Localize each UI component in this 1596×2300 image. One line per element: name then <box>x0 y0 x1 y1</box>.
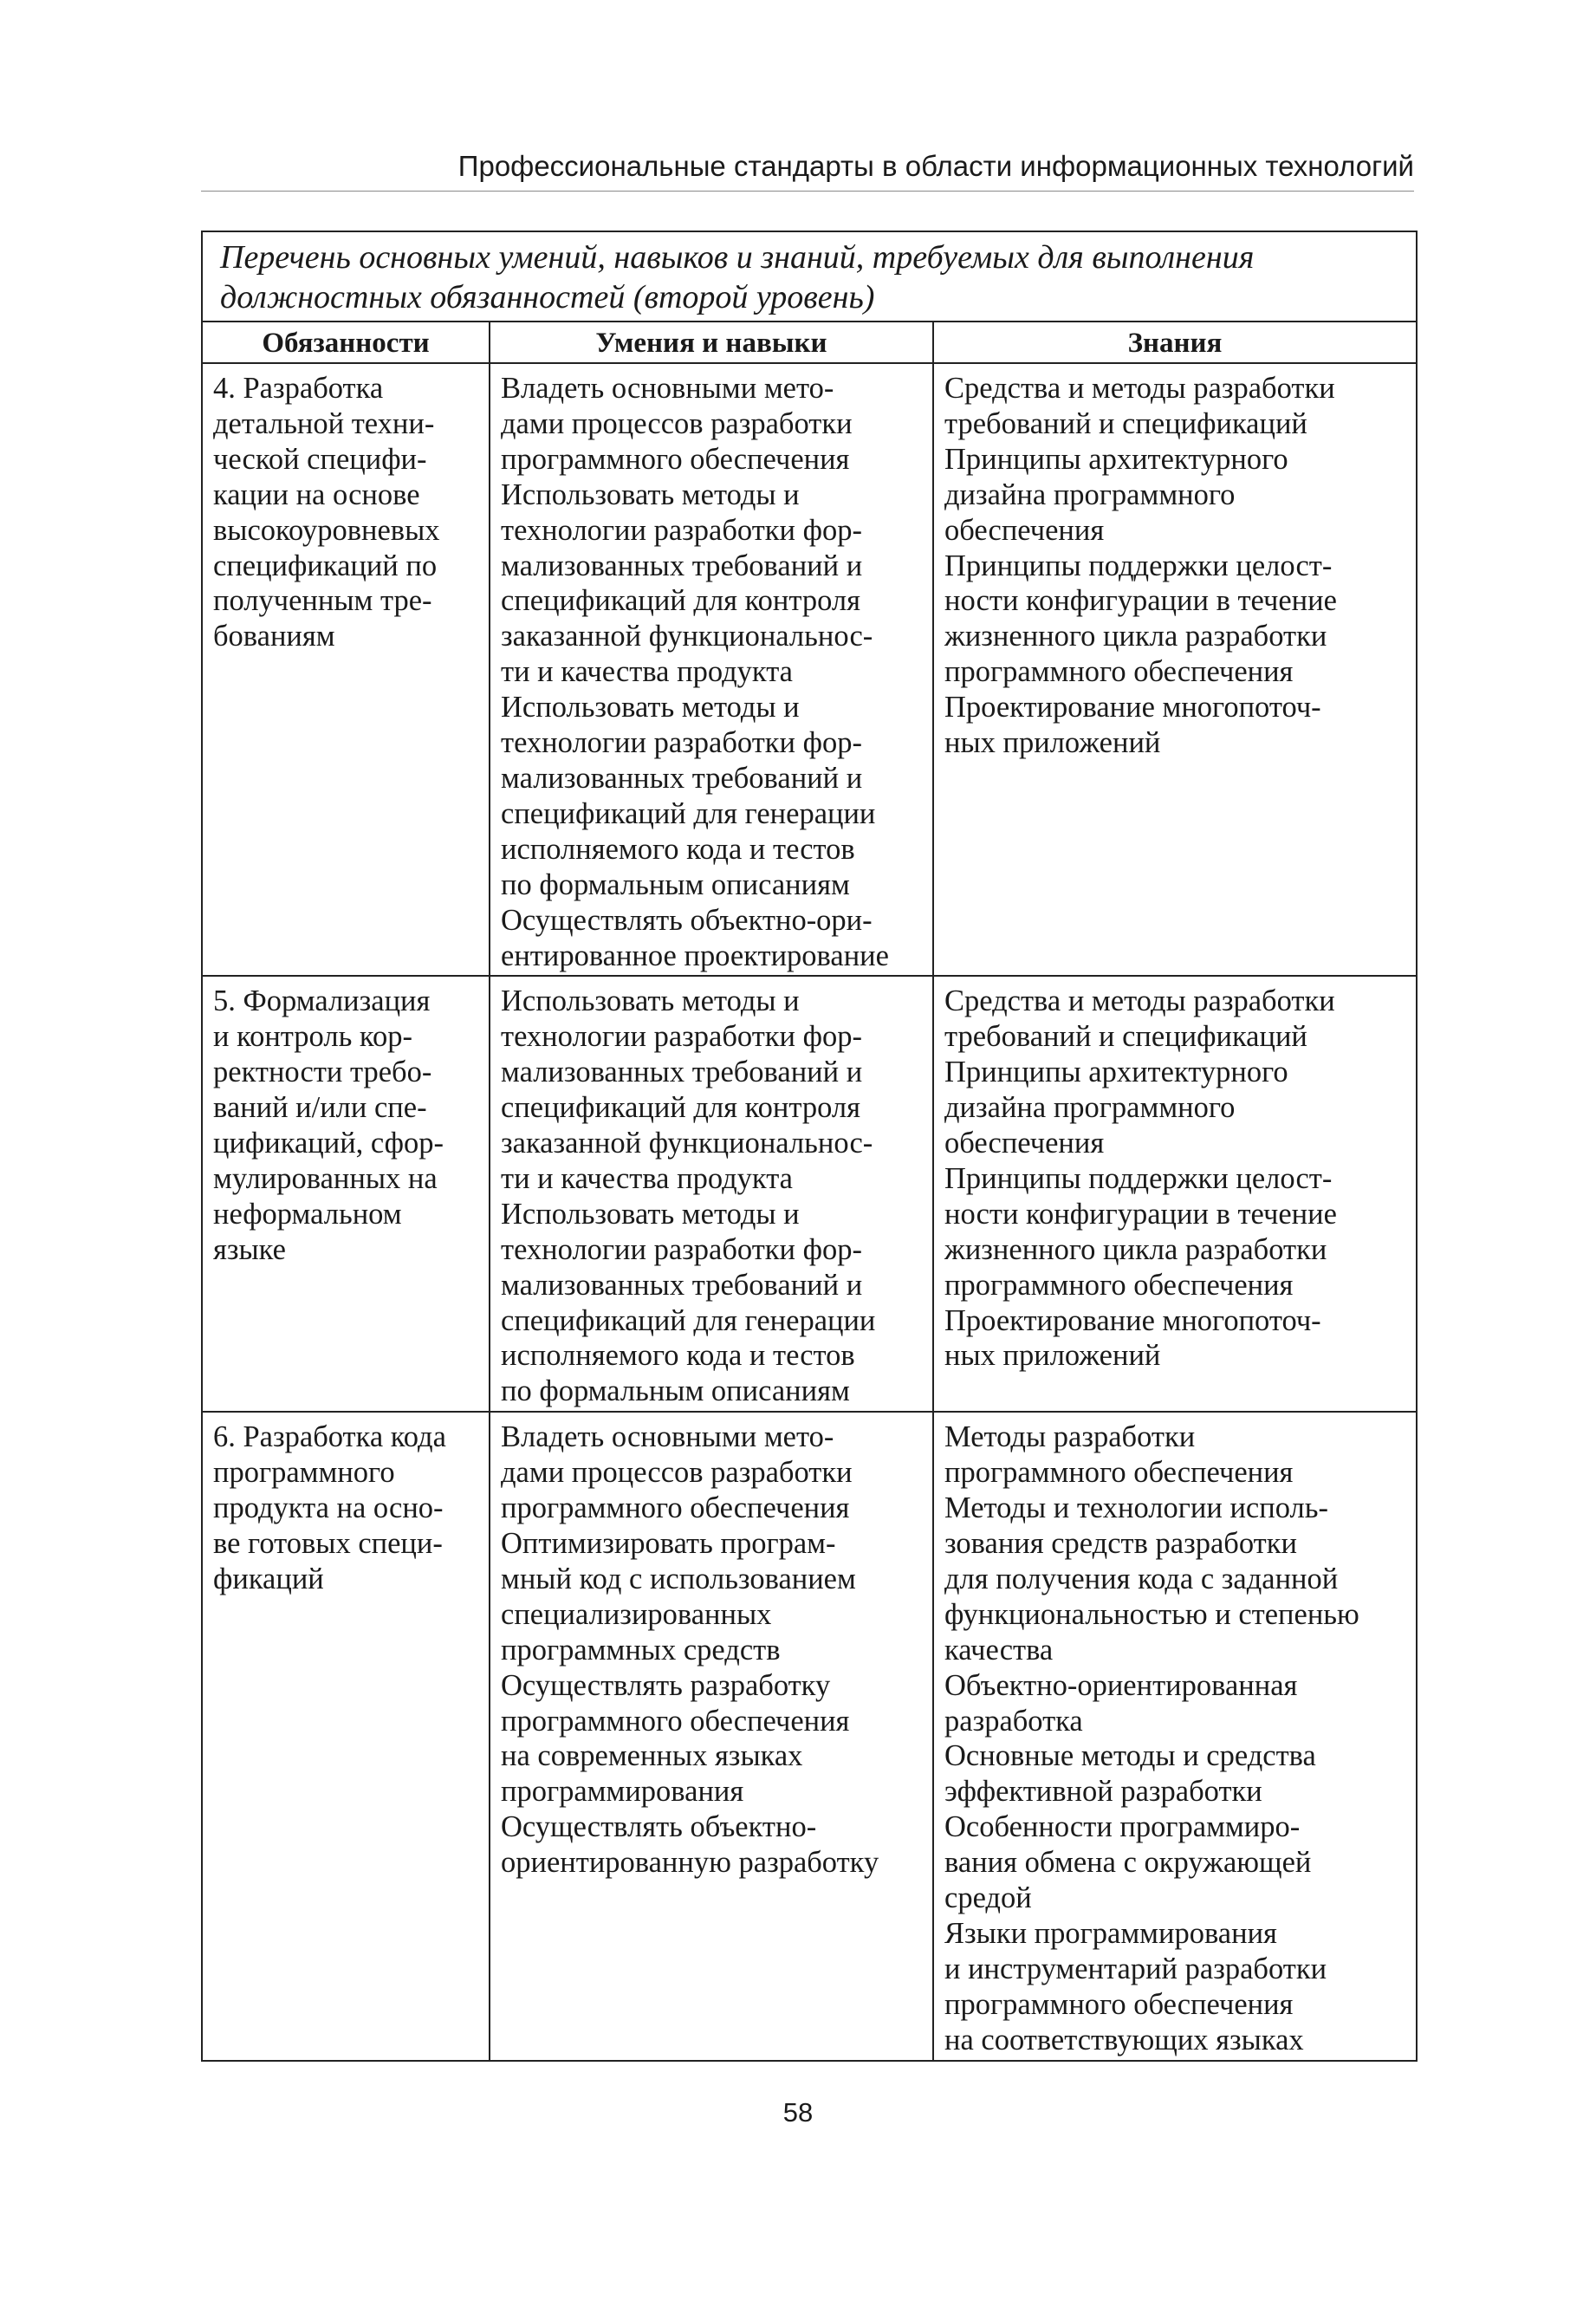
cell-line: программного <box>213 1456 395 1490</box>
cell-line: Методы и технологии исполь- <box>944 1491 1328 1525</box>
cell-line: исполняемого кода и тестов <box>501 1339 855 1373</box>
cell-line: 6. Разработка кода <box>213 1420 446 1454</box>
table-caption-row <box>202 231 1417 322</box>
cell-line: 5. Формализация <box>213 984 431 1018</box>
cell-line: кации на основе <box>213 478 420 511</box>
cell-line: языке <box>213 1232 286 1266</box>
cell-line: технологии разработки фор- <box>501 1232 862 1266</box>
cell-line: Владеть основными мето- <box>501 372 834 405</box>
cell-line: бованиям <box>213 620 335 653</box>
cell-line: ориентированную разработку <box>501 1846 879 1880</box>
cell-line: программирования <box>501 1775 744 1809</box>
cell-line: Методы разработки <box>944 1420 1196 1454</box>
cell-line: Языки программирования <box>944 1916 1277 1950</box>
cell-line: технологии разработки фор- <box>501 513 862 547</box>
table-row <box>202 976 1417 1412</box>
cell-line: Оптимизировать програм- <box>501 1527 836 1560</box>
cell-line: фикаций <box>213 1562 324 1595</box>
cell-line: ти и качества продукта <box>501 1161 793 1195</box>
cell-line: программного обеспечения <box>501 1704 850 1738</box>
cell-line: Осуществлять объектно-ори- <box>501 903 873 937</box>
cell-line: разработка <box>944 1704 1083 1738</box>
cell-line: спецификаций для генерации <box>501 1303 876 1337</box>
cell-line: спецификаций по <box>213 549 438 582</box>
cell-line: программного обеспечения <box>501 442 850 476</box>
cell-line: ректности требо- <box>213 1056 432 1089</box>
cell-line: мный код с использованием <box>501 1562 856 1595</box>
cell-line: программного обеспечения <box>501 1491 850 1525</box>
header-duties: Обязанности <box>202 322 490 363</box>
knowledge-cell <box>933 363 1417 976</box>
cell-line: требований и спецификаций <box>944 1020 1307 1054</box>
knowledge-cell <box>933 1412 1417 2060</box>
cell-line: мализованных требований и <box>501 549 863 582</box>
cell-line: и контроль кор- <box>213 1020 412 1054</box>
header-knowledge: Знания <box>933 322 1417 363</box>
cell-line: по формальным описаниям <box>501 867 850 901</box>
skills-cell <box>490 1412 933 2060</box>
cell-line: ных приложений <box>944 1339 1161 1373</box>
cell-line: заказанной функциональнос- <box>501 620 873 653</box>
knowledge-cell <box>933 976 1417 1412</box>
cell-line: технологии разработки фор- <box>501 1020 862 1054</box>
table-caption-line: должностных обязанностей (второй уровень) <box>220 279 875 315</box>
cell-line: программного обеспечения <box>944 1987 1294 2021</box>
cell-line: ческой специфи- <box>213 442 427 476</box>
page-number: 58 <box>782 2097 814 2128</box>
cell-line: спецификаций для контроля <box>501 1091 861 1125</box>
cell-line: высокоуровневых <box>213 513 440 547</box>
cell-line: обеспечения <box>944 513 1105 547</box>
header-skills: Умения и навыки <box>490 322 933 363</box>
cell-line: Принципы архитектурного <box>944 442 1288 476</box>
cell-line: функциональностью и степенью <box>944 1597 1359 1631</box>
cell-line: ве готовых специ- <box>213 1527 443 1560</box>
cell-line: Принципы архитектурного <box>944 1056 1288 1089</box>
cell-line: спецификаций для контроля <box>501 584 861 618</box>
cell-line: обеспечения <box>944 1127 1105 1160</box>
running-head: Профессиональные стандарты в области информационных технологий <box>201 149 1414 192</box>
cell-line: дизайна программного <box>944 1091 1236 1125</box>
cell-line: для получения кода с заданной <box>944 1562 1339 1595</box>
cell-line: мализованных требований и <box>501 761 863 795</box>
duties-cell <box>202 1412 490 2060</box>
cell-line: спецификаций для генерации <box>501 796 876 830</box>
cell-line: эффективной разработки <box>944 1775 1262 1809</box>
cell-line: на современных языках <box>501 1739 803 1773</box>
cell-line: Использовать методы и <box>501 1197 800 1231</box>
cell-line: средой <box>944 1881 1032 1915</box>
cell-line: Использовать методы и <box>501 984 800 1018</box>
cell-line: неформальном <box>213 1197 402 1231</box>
cell-line: ных приложений <box>944 726 1161 760</box>
cell-line: цификаций, сфор- <box>213 1127 444 1160</box>
cell-line: по формальным описаниям <box>501 1374 850 1408</box>
cell-line: вания обмена с окружающей <box>944 1846 1312 1880</box>
cell-line: Основные методы и средства <box>944 1739 1316 1773</box>
cell-line: Использовать методы и <box>501 691 800 724</box>
cell-line: жизненного цикла разработки <box>944 1232 1327 1266</box>
cell-line: Средства и методы разработки <box>944 372 1335 405</box>
skills-cell <box>490 976 933 1412</box>
cell-line: Проектирование многопоточ- <box>944 1303 1321 1337</box>
cell-line: жизненного цикла разработки <box>944 620 1327 653</box>
cell-line: Объектно-ориентированная <box>944 1668 1298 1702</box>
cell-line: полученным тре- <box>213 584 432 618</box>
cell-line: ти и качества продукта <box>501 655 793 689</box>
cell-line: дами процессов разработки <box>501 1456 853 1490</box>
table-caption-line: Перечень основных умений, навыков и знаний, требуемых для выполнения <box>220 239 1255 276</box>
cell-line: заказанной функциональнос- <box>501 1127 873 1160</box>
cell-line: Особенности программиро- <box>944 1810 1301 1844</box>
duties-cell <box>202 976 490 1412</box>
cell-line: Осуществлять объектно- <box>501 1810 817 1844</box>
cell-line: на соответствующих языках <box>944 2023 1304 2056</box>
cell-line: качества <box>944 1633 1054 1667</box>
duties-cell <box>202 363 490 976</box>
table-header-row <box>202 322 1417 363</box>
cell-line: ваний и/или спе- <box>213 1091 427 1125</box>
cell-line: 4. Разработка <box>213 372 384 405</box>
cell-line: технологии разработки фор- <box>501 726 862 760</box>
cell-line: специализированных <box>501 1597 772 1631</box>
cell-line: Средства и методы разработки <box>944 984 1335 1018</box>
cell-line: дизайна программного <box>944 478 1236 511</box>
table-caption <box>202 231 1417 322</box>
cell-line: Владеть основными мето- <box>501 1420 834 1454</box>
cell-line: мализованных требований и <box>501 1056 863 1089</box>
cell-line: дами процессов разработки <box>501 406 853 440</box>
cell-line: программных средств <box>501 1633 781 1667</box>
cell-line: зования средств разработки <box>944 1527 1297 1560</box>
cell-line: ентированное проектирование <box>501 939 889 972</box>
skills-cell <box>490 363 933 976</box>
cell-line: программного обеспечения <box>944 655 1294 689</box>
cell-line: исполняемого кода и тестов <box>501 832 855 866</box>
cell-line: мулированных на <box>213 1161 438 1195</box>
cell-line: Принципы поддержки целост- <box>944 1161 1333 1195</box>
cell-line: программного обеспечения <box>944 1456 1294 1490</box>
cell-line: Проектирование многопоточ- <box>944 691 1321 724</box>
table-row <box>202 1412 1417 2060</box>
cell-line: детальной техни- <box>213 406 435 440</box>
cell-line: ности конфигурации в течение <box>944 1197 1337 1231</box>
cell-line: ности конфигурации в течение <box>944 584 1337 618</box>
cell-line: программного обеспечения <box>944 1268 1294 1302</box>
cell-line: и инструментарий разработки <box>944 1952 1327 1985</box>
table-row <box>202 363 1417 976</box>
cell-line: Осуществлять разработку <box>501 1668 831 1702</box>
cell-line: мализованных требований и <box>501 1268 863 1302</box>
cell-line: требований и спецификаций <box>944 406 1307 440</box>
cell-line: продукта на осно- <box>213 1491 444 1525</box>
cell-line: Использовать методы и <box>501 478 800 511</box>
cell-line: Принципы поддержки целост- <box>944 549 1333 582</box>
competency-table <box>201 231 1418 2062</box>
